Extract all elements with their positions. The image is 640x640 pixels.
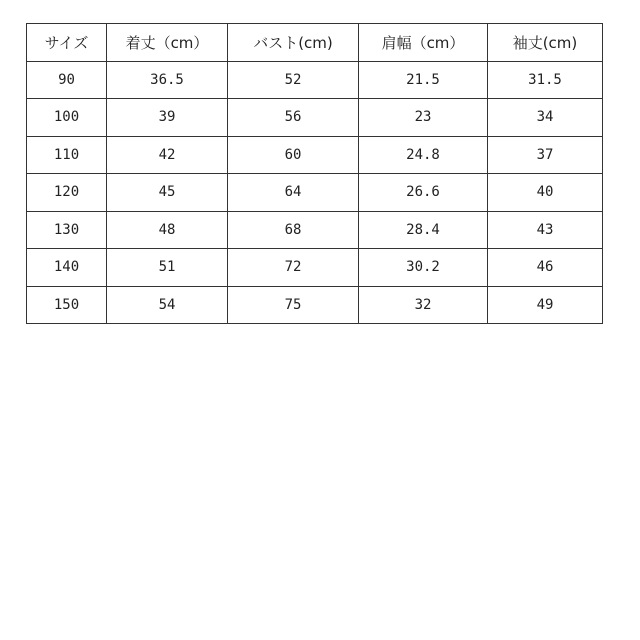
cell-bust: 75 bbox=[228, 286, 359, 324]
cell-shoulder-width: 23 bbox=[359, 99, 488, 137]
cell-size: 110 bbox=[27, 136, 107, 174]
cell-length: 48 bbox=[107, 211, 228, 249]
cell-sleeve-length: 34 bbox=[488, 99, 603, 137]
table-row bbox=[27, 286, 603, 324]
table-row bbox=[27, 211, 603, 249]
cell-bust: 64 bbox=[228, 174, 359, 212]
cell-bust: 52 bbox=[228, 61, 359, 99]
cell-bust: 56 bbox=[228, 99, 359, 137]
cell-bust: 72 bbox=[228, 249, 359, 287]
cell-size: 90 bbox=[27, 61, 107, 99]
cell-bust: 68 bbox=[228, 211, 359, 249]
cell-length: 51 bbox=[107, 249, 228, 287]
cell-length: 39 bbox=[107, 99, 228, 137]
cell-sleeve-length: 43 bbox=[488, 211, 603, 249]
cell-shoulder-width: 28.4 bbox=[359, 211, 488, 249]
cell-sleeve-length: 40 bbox=[488, 174, 603, 212]
header-sleeve-length: 袖丈(cm) bbox=[488, 24, 603, 62]
cell-sleeve-length: 37 bbox=[488, 136, 603, 174]
cell-sleeve-length: 31.5 bbox=[488, 61, 603, 99]
cell-shoulder-width: 32 bbox=[359, 286, 488, 324]
cell-sleeve-length: 46 bbox=[488, 249, 603, 287]
cell-shoulder-width: 21.5 bbox=[359, 61, 488, 99]
table-row bbox=[27, 61, 603, 99]
table-row bbox=[27, 174, 603, 212]
header-bust: バスト(cm) bbox=[228, 24, 359, 62]
cell-length: 36.5 bbox=[107, 61, 228, 99]
cell-length: 45 bbox=[107, 174, 228, 212]
header-length: 着丈（cm） bbox=[107, 24, 228, 62]
cell-length: 42 bbox=[107, 136, 228, 174]
cell-shoulder-width: 30.2 bbox=[359, 249, 488, 287]
table-body bbox=[27, 61, 603, 324]
cell-size: 140 bbox=[27, 249, 107, 287]
header-shoulder-width: 肩幅（cm） bbox=[359, 24, 488, 62]
cell-size: 120 bbox=[27, 174, 107, 212]
cell-sleeve-length: 49 bbox=[488, 286, 603, 324]
cell-size: 130 bbox=[27, 211, 107, 249]
size-chart-table bbox=[26, 23, 603, 324]
cell-shoulder-width: 24.8 bbox=[359, 136, 488, 174]
table-row bbox=[27, 136, 603, 174]
header-size: サイズ bbox=[27, 24, 107, 62]
header-row bbox=[27, 24, 603, 62]
table-row bbox=[27, 99, 603, 137]
cell-length: 54 bbox=[107, 286, 228, 324]
table-header bbox=[27, 24, 603, 62]
table-row bbox=[27, 249, 603, 287]
cell-size: 150 bbox=[27, 286, 107, 324]
cell-shoulder-width: 26.6 bbox=[359, 174, 488, 212]
cell-bust: 60 bbox=[228, 136, 359, 174]
cell-size: 100 bbox=[27, 99, 107, 137]
